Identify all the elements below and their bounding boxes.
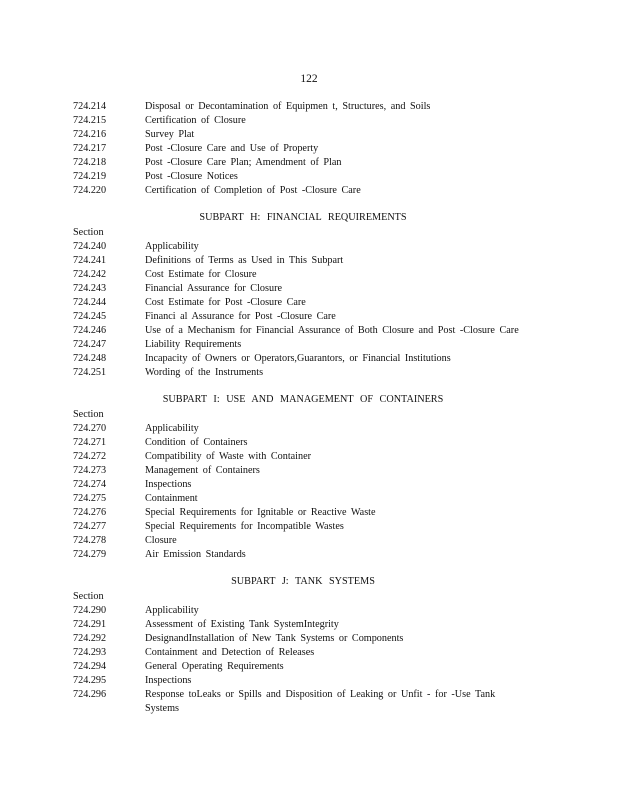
toc-entry	[73, 170, 533, 184]
section-title: Response toLeaks or Spills and Disposition of Leaking or Unfit - for -Use Tank Systems	[145, 689, 496, 714]
section-number: 724.219	[73, 171, 107, 182]
section-number: 724.242	[73, 269, 107, 280]
section-title: Applicability	[145, 605, 199, 616]
section-number: 724.215	[73, 115, 107, 126]
toc-entry	[73, 520, 533, 534]
section-title: Incapacity of Owners or Operators,Guarantors, or Financial Institutions	[145, 353, 451, 364]
toc-entry	[73, 674, 533, 688]
toc-entry	[73, 282, 533, 296]
section-title: Inspections	[145, 479, 192, 490]
section-title: Certification of Completion of Post -Closure Care	[145, 185, 361, 196]
toc-entry	[73, 534, 533, 548]
section-title: Condition of Containers	[145, 437, 248, 448]
section-title: DesignandInstallation of New Tank Systems or Components	[145, 633, 404, 644]
section-title: Financial Assurance for Closure	[145, 283, 282, 294]
toc-entry	[73, 618, 533, 632]
toc-entry	[73, 142, 533, 156]
section-title: Inspections	[145, 675, 192, 686]
section-number: 724.277	[73, 521, 107, 532]
section-number: 724.292	[73, 633, 107, 644]
section-number: 724.216	[73, 129, 107, 140]
section-title: Compatibility of Waste with Container	[145, 451, 312, 462]
section-title: Disposal or Decontamination of Equipmen t, Structures, and Soils	[145, 101, 431, 112]
toc-entry	[73, 660, 533, 674]
section-number: 724.251	[73, 367, 107, 378]
section-number: 724.241	[73, 255, 107, 266]
subpart-heading: SUBPART I: USE AND MANAGEMENT OF CONTAINERS	[162, 394, 444, 405]
section-number: 724.296	[73, 689, 107, 700]
toc-entry	[73, 464, 533, 478]
section-number: 724.275	[73, 493, 107, 504]
section-title: Applicability	[145, 423, 199, 434]
subpart-heading: SUBPART H: FINANCIAL REQUIREMENTS	[199, 212, 407, 223]
section-title: Definitions of Terms as Used in This Subpart	[145, 255, 344, 266]
toc-entry	[73, 688, 533, 716]
section-title: Management of Containers	[145, 465, 260, 476]
section-number: 724.295	[73, 675, 107, 686]
section-title: Cost Estimate for Closure	[145, 269, 257, 280]
section-number: 724.290	[73, 605, 107, 616]
section-title: Post -Closure Notices	[145, 171, 238, 182]
toc-entry	[73, 240, 533, 254]
toc-entry	[73, 422, 533, 436]
section-number: 724.243	[73, 283, 107, 294]
table-of-contents	[73, 100, 533, 716]
section-number: 724.291	[73, 619, 107, 630]
section-title: Survey Plat	[145, 129, 195, 140]
section-title: Containment	[145, 493, 198, 504]
section-title: Liability Requirements	[145, 339, 242, 350]
section-label: Section	[73, 227, 104, 238]
toc-entry	[73, 492, 533, 506]
section-number: 724.248	[73, 353, 107, 364]
toc-entry	[73, 604, 533, 618]
section-number: 724.247	[73, 339, 107, 350]
toc-entry	[73, 632, 533, 646]
section-title: Wording of the Instruments	[145, 367, 264, 378]
section-title: Cost Estimate for Post -Closure Care	[145, 297, 306, 308]
section-number: 724.279	[73, 549, 107, 560]
toc-entry	[73, 352, 533, 366]
toc-entry	[73, 436, 533, 450]
toc-entry	[73, 296, 533, 310]
section-title: Applicability	[145, 241, 199, 252]
section-number: 724.217	[73, 143, 107, 154]
section-label: Section	[73, 409, 104, 420]
section-number: 724.272	[73, 451, 107, 462]
section-number: 724.271	[73, 437, 107, 448]
section-title: Post -Closure Care and Use of Property	[145, 143, 319, 154]
toc-entry	[73, 548, 533, 562]
toc-entry	[73, 646, 533, 660]
section-title: Special Requirements for Incompatible Wastes	[145, 521, 344, 532]
toc-entry	[73, 114, 533, 128]
section-number: 724.218	[73, 157, 107, 168]
toc-entry	[73, 184, 533, 198]
toc-entry	[73, 338, 533, 352]
section-number: 724.270	[73, 423, 107, 434]
section-title: General Operating Requirements	[145, 661, 284, 672]
section-number: 724.273	[73, 465, 107, 476]
section-number: 724.274	[73, 479, 107, 490]
section-title: Air Emission Standards	[145, 549, 246, 560]
toc-entry	[73, 254, 533, 268]
section-number: 724.214	[73, 101, 107, 112]
section-number: 724.246	[73, 325, 107, 336]
section-title: Closure	[145, 535, 177, 546]
section-title: Special Requirements for Ignitable or Reactive Waste	[145, 507, 376, 518]
toc-entry	[73, 268, 533, 282]
section-title: Use of a Mechanism for Financial Assurance of Both Closure and Post -Closure Care	[145, 325, 519, 336]
toc-entry	[73, 128, 533, 142]
section-number: 724.294	[73, 661, 107, 672]
toc-entry	[73, 506, 533, 520]
section-title: Post -Closure Care Plan; Amendment of Plan	[145, 157, 342, 168]
toc-entry	[73, 324, 533, 338]
toc-entry	[73, 310, 533, 324]
toc-entry	[73, 478, 533, 492]
section-number: 724.278	[73, 535, 107, 546]
subpart-heading: SUBPART J: TANK SYSTEMS	[231, 576, 375, 587]
section-label: Section	[73, 591, 104, 602]
section-number: 724.245	[73, 311, 107, 322]
section-title: Certification of Closure	[145, 115, 246, 126]
section-number: 724.244	[73, 297, 107, 308]
section-number: 724.293	[73, 647, 107, 658]
section-title: Containment and Detection of Releases	[145, 647, 315, 658]
toc-entry	[73, 366, 533, 380]
section-title: Assessment of Existing Tank SystemIntegrity	[145, 619, 339, 630]
section-number: 724.240	[73, 241, 107, 252]
toc-entry	[73, 450, 533, 464]
toc-entry	[73, 100, 533, 114]
section-title: Financi al Assurance for Post -Closure Care	[145, 311, 336, 322]
toc-entry	[73, 156, 533, 170]
page-number: 122	[300, 73, 318, 85]
section-number: 724.220	[73, 185, 107, 196]
section-number: 724.276	[73, 507, 107, 518]
